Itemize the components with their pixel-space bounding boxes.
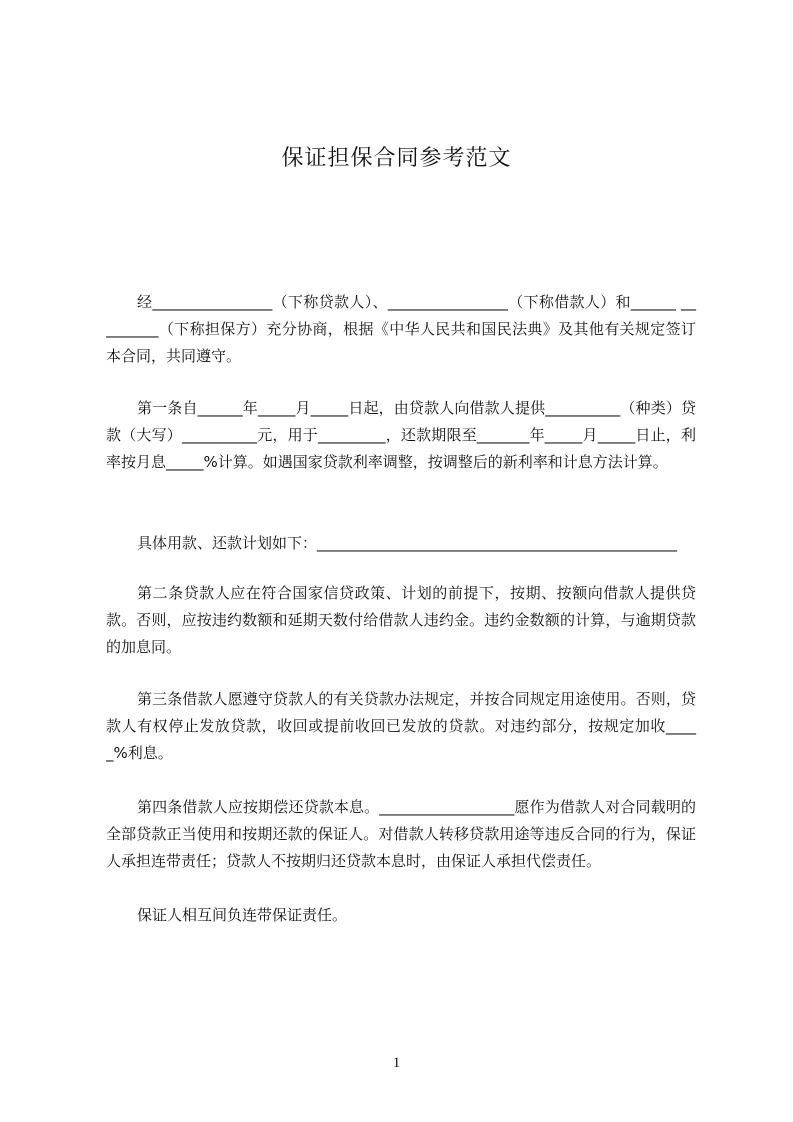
repayment-plan-paragraph: 具体用款、还款计划如下：________________________________________________: [137, 534, 678, 552]
joint-liability-paragraph: 保证人相互间负连带保证责任。: [137, 906, 348, 924]
article-2-paragraph: 第二条贷款人应在符合国家信贷政策、计划的前提下，按期、按额向借款人提供贷款。否则，应按违约数额和延期天数付给借款人违约金。违约金数额的计算，与逾期贷款的加息同。: [106, 584, 696, 656]
article-1-paragraph: 第一条自______年_____月_____日起，由贷款人向借款人提供__________（种类）贷款（大写）__________元，用于_________，还款期限至_______年_____月_____日止，利率按月息_____%计算。如遇国家贷款利率调整，按调整后的新利率和计息方法计算。: [106, 399, 696, 471]
document-title: 保证担保合同参考范文: [281, 146, 512, 171]
preamble-paragraph: 经________________（下称贷款人）、________________（下称借款人）和______ _________（下称担保方）充分协商，根据《中华人民共和国民法典》及其他有关规定签订本合同，共同遵守。: [106, 293, 696, 365]
article-4-paragraph: 第四条借款人应按期偿还贷款本息。__________________愿作为借款人对合同载明的全部贷款正当使用和按期还款的保证人。对借款人转移贷款用途等违反合同的行为，保证人承担连带责任；贷款人不按期归还贷款本息时，由保证人承担代偿责任。: [106, 798, 696, 870]
article-3-paragraph: 第三条借款人愿遵守贷款人的有关贷款办法规定，并按合同规定用途使用。否则，贷款人有权停止发放贷款，收回或提前收回已发放的贷款。对违约部分，按规定加收_____%利息。: [106, 690, 696, 762]
page-number: 1: [392, 1055, 401, 1071]
